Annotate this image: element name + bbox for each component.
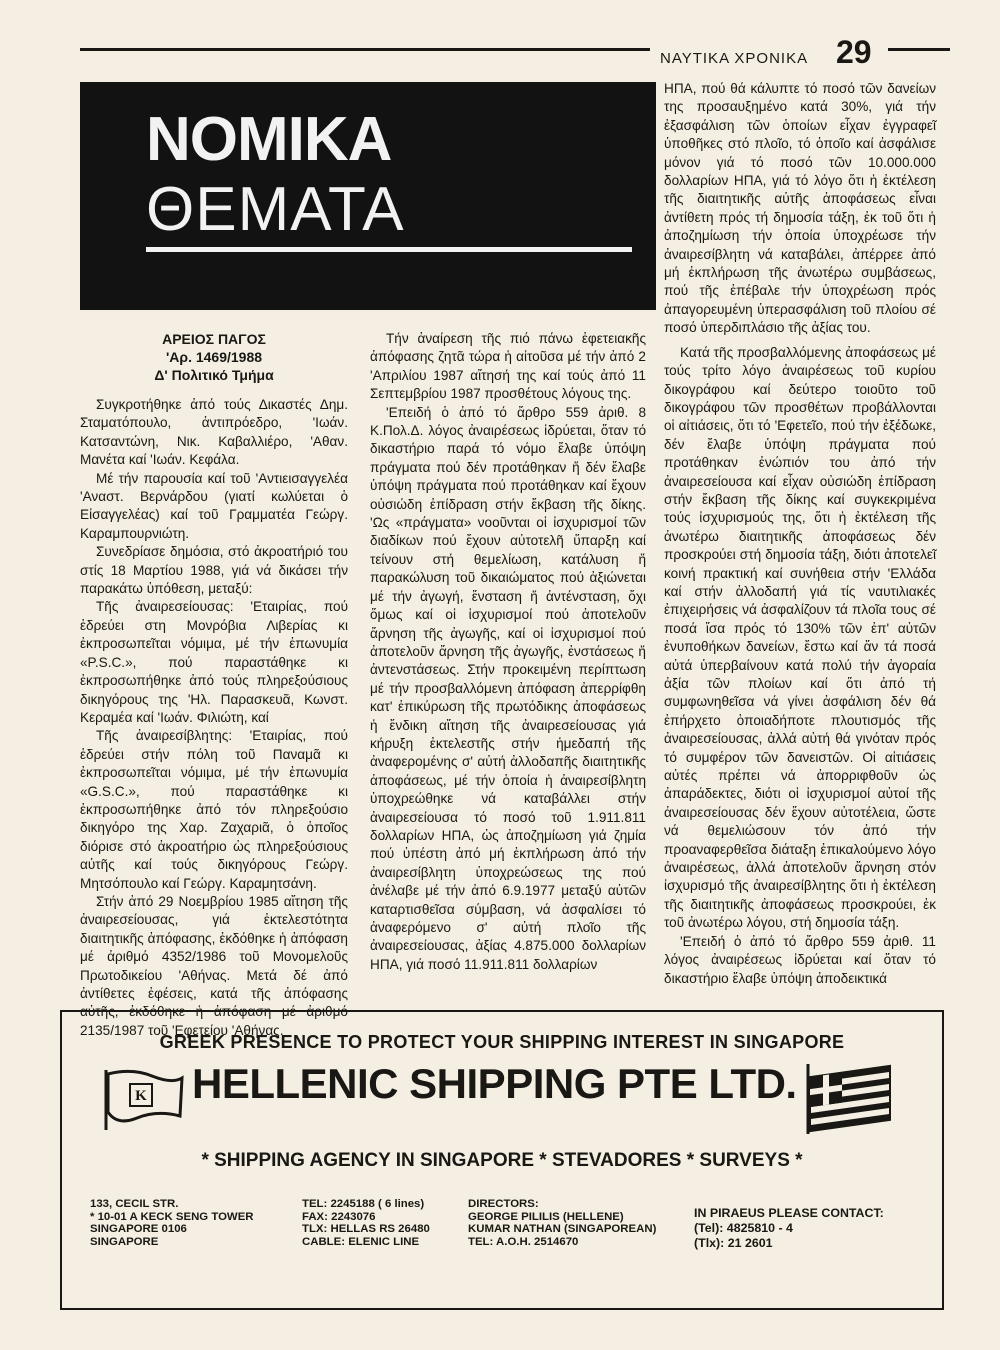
address-line: * 10-01 A KECK SENG TOWER [90,1210,254,1223]
greek-flag-icon [804,1064,896,1134]
ad-piraeus-block [694,1206,884,1251]
company-name: HELLENIC SHIPPING PTE LTD. [192,1060,797,1107]
address-line: SINGAPORE [90,1235,159,1248]
phone-line: TLX: HELLAS RS 26480 [302,1223,430,1236]
banner-title-line2: ΘΕΜΑΤΑ [146,175,405,244]
ad-services: * SHIPPING AGENCY IN SINGAPORE * STEVADORES * SURVEYS * [201,1150,803,1171]
header-rule-left [80,48,650,51]
paragraph: Στήν ἀπό 29 Νοεμβρίου 1985 αἴτηση τῆς ἀναιρεσείουσας, γιά ἐκτελεστότητα διαιτητικῆς ἀπόφασης, ἐκδόθηκε ἡ ἀπόφαση μέ ἀριθμό 4352/1986 τοῦ Μονομελοῦς Πρωτοδικείου 'Αθήνας. Μετά δέ ἀπό ἀντίθετες ἐφέσεις, κατά τῆς ἀπόφασης αὐτῆς, ἐκδόθηκε ἡ ἀπόφαση μέ ἀριθμό 2135/1987 τοῦ 'Εφετείου 'Αθήνας. [80,893,348,1038]
article-column-3 [664,80,936,988]
advertisement [60,1010,944,1310]
phone-line: TEL: 2245188 ( 6 lines) [302,1198,425,1210]
piraeus-line: IN PIRAEUS PLEASE CONTACT: [694,1206,884,1220]
case-number: 'Αρ. 1469/1988 [165,349,263,365]
magazine-title: ΝΑΥΤΙΚΑ ΧΡΟΝΙΚΑ [660,50,809,67]
case-section: Δ' Πολιτικό Τμήμα [154,367,274,383]
paragraph: Τήν ἀναίρεση τῆς πιό πάνω ἐφετειακῆς ἀπόφασης ζητᾶ τώρα ἡ αἰτοῦσα μέ τήν ἀπό 2 'Απριλίου 1987 αἴτησή της καί τούς ἀπό 11 Σεπτεμβρίου 1987 προσθέτους λόγους της. [370,331,646,402]
case-court: ΑΡΕΙΟΣ ΠΑΓΟΣ [162,331,266,347]
ad-directors-block [468,1198,656,1248]
paragraph: Τῆς ἀναιρεσείουσας: 'Εταιρίας, πού ἑδρεύει στη Μονρόβια Λιβερίας κι ἐκπροσωπεῖται νόμιμα, μέ τήν ἐπωνυμία «P.S.C.», πού παραστάθηκε κι ἐκπροσωπήθηκε ἀπό τούς πληρεξούσιους δικηγόρους της 'Ηλ. Παρασκευᾶ, Κωνστ. Κεραμέα καί 'Ιωάν. Φιλιώτη, καί [80,599,348,725]
article-column-1 [80,330,348,1040]
piraeus-line: (Tel): 4825810 - 4 [694,1221,793,1235]
directors-line: TEL: A.O.H. 2514670 [468,1235,579,1248]
paragraph: 'Επειδή ὁ ἀπό τό ἄρθρο 559 ἀριθ. 8 Κ.Πολ.Δ. λόγος ἀναιρέσεως ἱδρύεται, ὅταν τό δικαστήριο παρά τό νόμο ἔλαβε ὑπόψη πράγματα πού δέν προτάθηκαν ἤ δέν ἔλαβε ὑπόψη πράγματα πού προτάθηκαν καί ἔχουν οὐσιώδη ἐπίδραση στήν ἔκβαση τῆς δίκης. 'Ως «πράγματα» νοοῦνται οἱ ἰσχυρισμοί τῶν διαδίκων πού ἔχουν αὐτοτελῆ ὕπαρξη καί τείνουν στή θεμελίωση, κατάλυση ἤ παρακώλυση τοῦ δικαιώματος πού ἀξιώνεται μέ τήν ἀγωγή, ἔνσταση ἤ ἀντένσταση, ὄχι ὅμως καί οἱ ἰσχυρισμοί πού ἀποτελοῦν ἄρνηση τῆς ἀγωγῆς, καί οἱ ἰσχυρισμοί πού ἀποτελοῦν ἄρνηση τῆς ἀγωγῆς, ἐνστάσεως ἤ ἀντενστάσεως. Στήν προκειμένη περίπτωση μέ τήν προσβαλλόμενη ἀπόφαση ἀπερρίφθη κατ' ἐπικύρωση τῆς πρωτόδικης ἀποφάσεως ἡ ἔνδικη αἴτηση τῆς ἀναιρεσείουσας γιά κήρυξη ἐκτελεστῆς στήν ἡμεδαπή τῆς ἀναφερομένης σ' αὐτή ἀλλοδαπῆς διαιτητικῆς ἀποφάσεως, μέ τήν ὁποία ἡ ἀναιρεσίβλητη ὑποχρεώθηκε νά καταβάλλει στήν ἀναιρεσείουσα τό ποσό τοῦ 1.911.811 δολλαρίων ΗΠΑ, ὡς ἀποζημίωση γιά ζημία πού ὑπέστη ἀπό μή ἐκπλήρωση ἀπό τήν ἀναιρεσίβλητη ὑποχρεώσεως της πού ἀνέλαβε μέ τήν ἀπό 6.9.1977 μεταξύ αὐτῶν καταρτισθεῖσα σύμβαση, νά ἀσφαλίσει τό ἀναφερόμενο σ' αὐτή πλοῖο τῆς ἀναιρεσείουσας, ἀξίας 4.875.000 δολλαρίων ΗΠΑ, γιά ποσό 11.911.811 δολλαρίων [370,404,646,972]
address-line: 133, CECIL STR. [90,1198,179,1210]
paragraph: 'Επειδή ὁ ἀπό τό ἄρθρο 559 ἀριθ. 11 λόγος ἀναιρέσεως ἱδρύεται καί ὅταν τό δικαστήριο ἔλαβε ὑπόψη ἀποδεικτικά [664,933,936,986]
directors-line: KUMAR NATHAN (SINGAPOREAN) [468,1223,657,1236]
paragraph: Κατά τῆς προσβαλλόμενης ἀποφάσεως μέ τούς τρίτο λόγο ἀναιρέσεως τοῦ κυρίου δικογράφου καί δεύτερο τοιοῦτο τοῦ δικογράφου τῶν προσθέτων προβάλλονται οἱ αἰτιάσεις, ὅτι τό 'Εφετεῖο, πού τήν ἐξέδωκε, δέν ἔλαβε ὑπόψη πράγματα πού προτάθηκαν ἐνώπιόν του ἀπό τήν ἀναιρεσείουσα καί εἶχαν οὐσιώδη ἐπίδραση στήν ἔκβαση τῆς δίκης καί συγκεκριμένα τούς ἰσχυρισμούς της, ὅτι ἡ ἐκτέλεση τῆς ἀνωτέρω διαιτητικῆς ἀποφάσεως δέν προσκρούει στή δημοσία τάξη, διότι ἀποτελεῖ κοινή πρακτική καί συνήθεια στήν 'Ελλάδα καί στήν ἀλλοδαπή γιά τίς ναυτιλιακές ἐπιχειρήσεις νά ἀσφαλίζουν τά πλοῖα τους σέ ποσά ἴσα πρός τό 130% τῶν ἐπ' αὐτῶν ἐνυποθήκων δανείων, ἔστω καί ἄν τά ποσά αὐτά ὑπερβαίνουν κατά πολύ τήν ἀγοραία ἀξία τῶν πλοίων καί ὅτι ἀπό τή συμφωνηθεῖσα νά γίνει ἀσφάλιση δέν θά ἐπήρχετο ὁποιαδήποτε πλουτισμός τῆς ἀναιρεσείουσας, ἀλλά αὐτή θά γινόταν πρός τό συμφέρον τῶν δανειστῶν. Οἱ αἰτιάσεις αὐτές πρέπει νά ἀπορριφθοῦν ὡς ἀπαράδεκτες, διότι οἱ ἰσχυρισμοί αὐτοί τῆς ἀναιρεσείουσας δέν ἔχουν αὐτοτέλεια, ὥστε νά θεμελιώσουν τόν ἀπό τήν προαναφερθεῖσα διάταξη ἐπικαλούμενο λόγο ἀναιρέσεως, ἀλλά ἀποτελοῦν ἄρνηση στόν ἰσχυρισμό τῆς ἀναιρεσίβλητης ὅτι ἡ ἐκτέλεση τῆς διαιτητικῆς ἀποφάσεως προσκρούει, ἐκ τοῦ ἀνωτέρω λόγου, στή δημοσία τάξη. [664,344,936,931]
case-heading [80,330,348,384]
paragraph: Συνεδρίασε δημόσια, στό ἀκροατήριό του στίς 18 Μαρτίου 1988, γιά νά δικάσει τήν παρακάτω ὑπόθεση, μεταξύ: [80,544,348,597]
paragraph: Τῆς ἀναιρεσίβλητης: 'Εταιρίας, πού ἑδρεύει στήν πόλη τοῦ Παναμᾶ κι ἐκπροσωπεῖται νόμιμα, μέ τήν ἐπωνυμία «G.S.C.», πού παραστάθηκε κι ἐκπροσωπήθηκε ἀπό τόν πληρεξούσιο δικηγόρο της Χαρ. Ζαχαριᾶ, ὁ ὁποῖος διόρισε στό ἀκροατήριο ὡς πληρεξούσιους αὐτῆς καί τούς δικηγόρους Γεώργ. Μητσόπουλο καί Γεώργ. Καραμητσάνη. [80,728,348,891]
ad-phone-block [302,1198,430,1248]
section-banner [80,82,656,310]
phone-line: FAX: 2243076 [302,1210,376,1223]
ad-tagline: GREEK PRESENCE TO PROTECT YOUR SHIPPING INTEREST IN SINGAPORE [159,1032,845,1052]
directors-line: DIRECTORS: [468,1198,539,1210]
paragraph: ΗΠΑ, πού θά κάλυπτε τό ποσό τῶν δανείων της προσαυξημένο κατά 30%, γιά τήν ἐξασφάλιση τῶν ὁποίων εἶχαν ἐγγραφεῖ ὑποθῆκες στό πλοῖο, τό ὁποῖο καί ἀσφάλισε μόνον γιά τό ποσό τῶν 10.000.000 δολλαρίων ΗΠΑ, γιά τό λόγο ὅτι ἡ ἐκτέλεση τῆς διαιτητικῆς αὐτῆς ἀποφάσεως εἶναι ἀντίθετη πρός τή δημοσία τάξη, ἐκ τοῦ ὅτι ἡ ἀποζημίωση τήν ὁποία ὑποχρέωσε τήν ἀναιρεσίβλητη νά καταβάλει, ἀπέρρεε ἀπό μή ἐκπλήρωση τῆς ἀνωτέρω συμβάσεως, πού τῆς ἐπέβαλε τήν ὑποχρέωση πρός ἀπαγορευμένη ὑπερασφάλιση τοῦ πλοίου σέ ποσό ὑπερδιπλάσιο τῆς ἀξίας του. [664,81,936,336]
phone-line: CABLE: ELENIC LINE [302,1235,420,1248]
page-number: 29 [836,34,872,70]
header-rule-right [888,48,950,51]
article-column-2 [370,330,646,974]
house-flag-letter: K [135,1088,147,1104]
address-line: SINGAPORE 0106 [90,1223,187,1236]
paragraph: Μέ τήν παρουσία καί τοῦ 'Αντιεισαγγελέα 'Αναστ. Βερνάρδου (γιατί κωλύεται ὁ Εἰσαγγελέας) καί τοῦ Γραμματέα Γεώργ. Καραμπουρνιώτη. [80,470,348,541]
directors-line: GEORGE PILILIS (HELLENE) [468,1210,624,1223]
banner-rule [146,247,632,252]
piraeus-line: (Tlx): 21 2601 [694,1236,773,1250]
paragraph: Συγκροτήθηκε ἀπό τούς Δικαστές Δημ. Σταματόπουλο, ἀντιπρόεδρο, 'Ιωάν. Κατσαντώνη, Νικ. Καβαλλιέρο, 'Αθαν. Μανέτα καί 'Ιωάν. Κεφάλα. [80,397,348,468]
ad-address-block [90,1198,254,1248]
banner-title-line1: ΝΟΜΙΚΑ [146,105,392,174]
house-flag-icon [102,1066,186,1132]
